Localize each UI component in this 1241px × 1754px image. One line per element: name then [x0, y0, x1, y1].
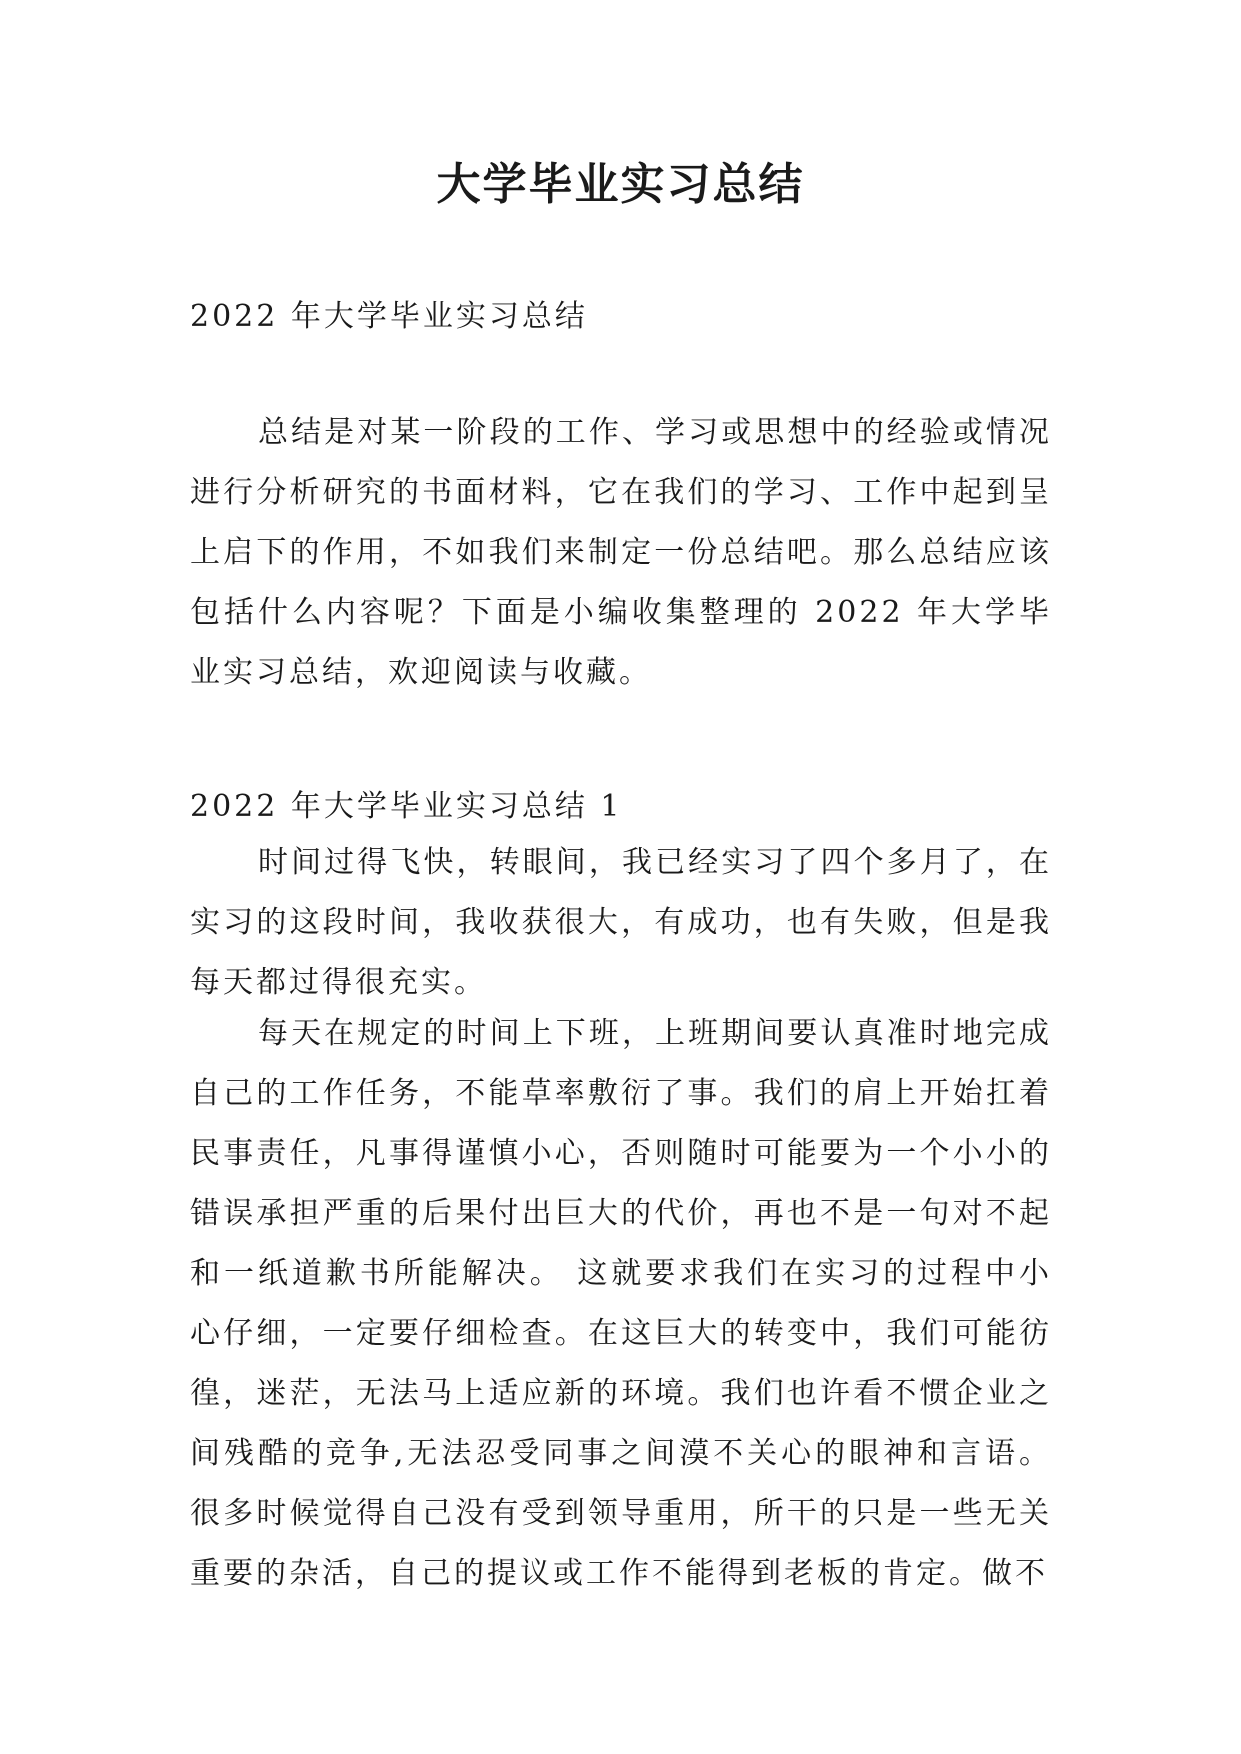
body-paragraph-1: 时间过得飞快，转眼间，我已经实习了四个多月了，在实习的这段时间，我收获很大，有成功，也有失败，但是我每天都过得很充实。: [190, 845, 1052, 1000]
body-paragraph-2: 每天在规定的时间上下班，上班期间要认真准时地完成自己的工作任务，不能草率敷衍了事。我们的肩上开始扛着民事责任，凡事得谨慎小心，否则随时可能要为一个小小的错误承担严重的后果付出巨大的代价，再也不是一句对不起和一纸道歉书所能解决。 这就要求我们在实习的过程中小心仔细，一定要仔细检查。在这巨大的转变中，我们可能彷徨，迷茫，无法马上适应新的环境。我们也许看不惯企业之间残酷的竞争,无法忍受同事之间漠不关心的眼神和言语。很多时候觉得自己没有受到领导重用，所干的只是一些无关重要的杂活，自己的提议或工作不能得到老板的肯定。做不: [190, 1016, 1052, 1591]
document-title: 大学毕业实习总结: [436, 159, 805, 210]
document-subtitle: 2022 年大学毕业实习总结: [190, 299, 588, 334]
section-heading: 2022 年大学毕业实习总结 1: [190, 789, 623, 824]
intro-paragraph: 总结是对某一阶段的工作、学习或思想中的经验或情况进行分析研究的书面材料，它在我们的学习、工作中起到呈上启下的作用，不如我们来制定一份总结吧。那么总结应该包括什么内容呢？下面是小编收集整理的 2022 年大学毕业实习总结，欢迎阅读与收藏。: [190, 415, 1052, 690]
